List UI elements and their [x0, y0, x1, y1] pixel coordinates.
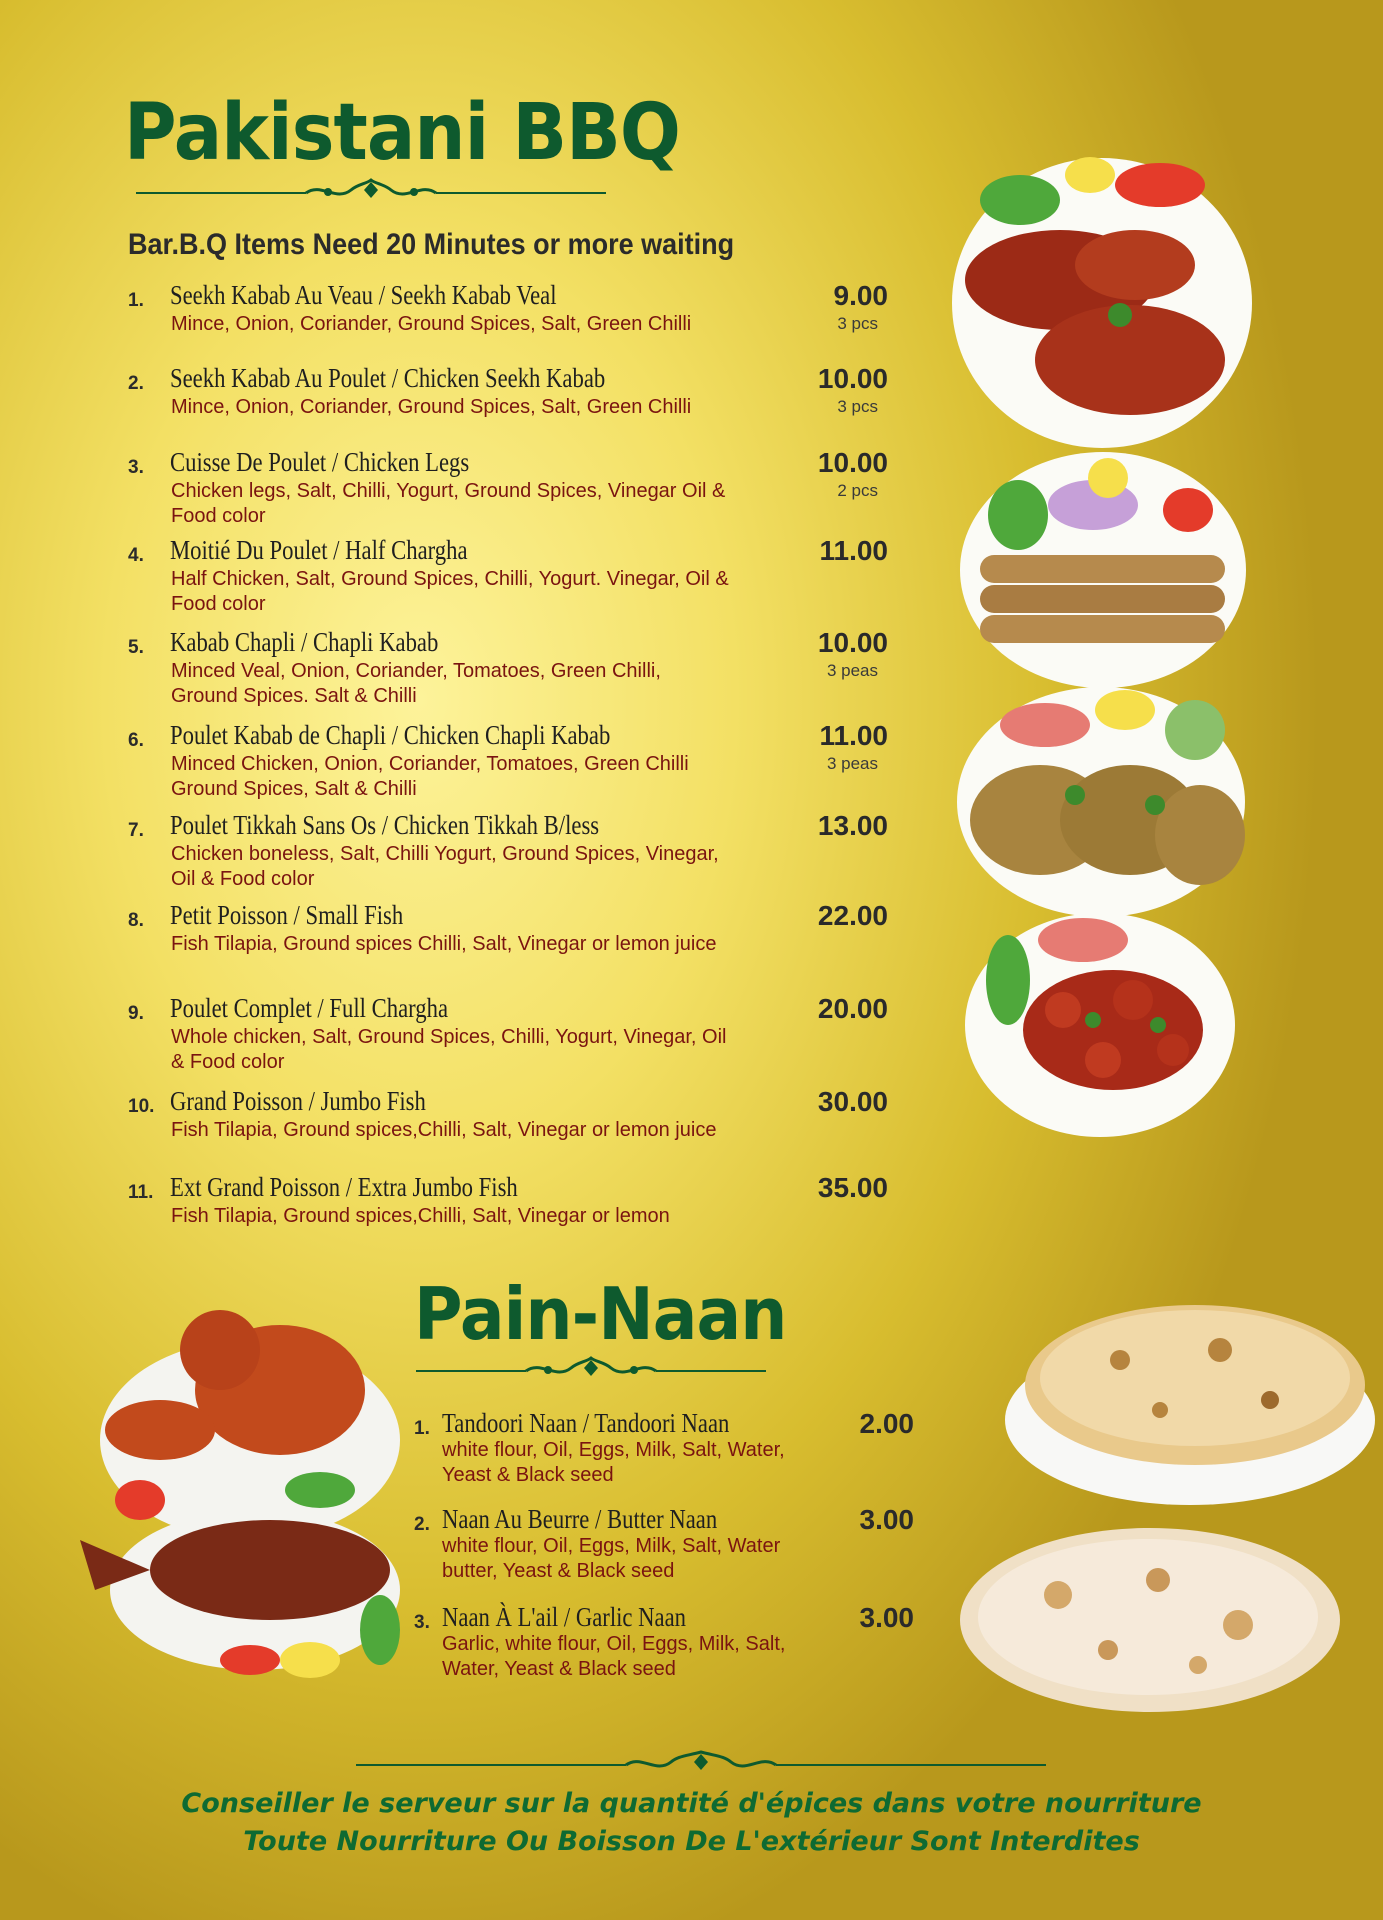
roast-chicken-and-fish-image — [80, 1290, 420, 1680]
item-quantity: 2 pcs — [837, 481, 878, 500]
naan-divider-ornament — [416, 1356, 766, 1382]
item-name: Poulet Complet / Full Chargha — [170, 993, 449, 1023]
item-description: white flour, Oil, Eggs, Milk, Salt, Water, Yeast & Black seed — [442, 1439, 785, 1486]
item-description: Half Chicken, Salt, Ground Spices, Chilli, Yogurt. Vinegar, Oil & Food color — [171, 568, 729, 615]
item-name: Moitié Du Poulet / Half Chargha — [170, 535, 468, 565]
item-price: 9.00 — [833, 280, 888, 311]
item-price: 10.00 — [817, 363, 888, 394]
butter-naan-image — [958, 1525, 1343, 1715]
chicken-tikkah-plate-image — [963, 910, 1238, 1140]
item-price: 3.00 — [859, 1602, 914, 1633]
item-name: Tandoori Naan / Tandoori Naan — [442, 1408, 730, 1438]
item-description: Mince, Onion, Coriander, Ground Spices, Salt, Green Chilli — [171, 396, 692, 418]
item-description: Fish Tilapia, Ground spices,Chilli, Salt, Vinegar or lemon juice — [171, 1119, 717, 1141]
item-description: Fish Tilapia, Ground spices Chilli, Salt, Vinegar or lemon juice — [171, 933, 717, 955]
item-number: 11. — [128, 1182, 154, 1203]
bbq-wait-notice: Bar.B.Q Items Need 20 Minutes or more waiting — [128, 228, 735, 261]
footer-divider-ornament — [356, 1750, 1046, 1776]
item-name: Naan Au Beurre / Butter Naan — [442, 1504, 718, 1534]
item-number: 2. — [414, 1514, 430, 1535]
item-number: 1. — [128, 290, 144, 311]
item-name: Ext Grand Poisson / Extra Jumbo Fish — [170, 1172, 518, 1202]
item-price: 20.00 — [817, 993, 888, 1024]
item-price: 2.00 — [859, 1408, 914, 1439]
item-name: Grand Poisson / Jumbo Fish — [170, 1086, 426, 1116]
item-description: Chicken boneless, Salt, Chilli Yogurt, Ground Spices, Vinegar, Oil & Food color — [171, 843, 719, 890]
item-quantity: 3 pcs — [837, 314, 878, 333]
item-name: Seekh Kabab Au Poulet / Chicken Seekh Kabab — [170, 363, 606, 393]
item-description: Minced Veal, Onion, Coriander, Tomatoes, Green Chilli, Ground Spices. Salt & Chilli — [171, 660, 661, 707]
item-number: 8. — [128, 910, 144, 931]
item-price: 11.00 — [819, 535, 888, 566]
footer-spice-note: Conseiller le serveur sur la quantité d'épices dans votre nourriture — [181, 1788, 1202, 1819]
item-quantity: 3 peas — [826, 754, 878, 773]
item-description: Minced Chicken, Onion, Coriander, Tomatoes, Green Chilli Ground Spices, Salt & Chilli — [171, 753, 689, 800]
item-price: 11.00 — [819, 720, 888, 751]
item-price: 35.00 — [817, 1172, 888, 1203]
item-name: Poulet Kabab de Chapli / Chicken Chapli Kabab — [170, 720, 611, 750]
item-price: 3.00 — [859, 1504, 914, 1535]
item-description: Fish Tilapia, Ground spices,Chilli, Salt, Vinegar or lemon — [171, 1205, 670, 1227]
item-price: 13.00 — [817, 810, 888, 841]
title-divider-ornament — [136, 178, 606, 204]
item-quantity: 3 peas — [826, 661, 878, 680]
item-price: 10.00 — [817, 627, 888, 658]
naan-section-title: Pain-Naan — [414, 1272, 787, 1356]
item-name: Petit Poisson / Small Fish — [170, 900, 404, 930]
item-name: Cuisse De Poulet / Chicken Legs — [170, 447, 470, 477]
item-number: 2. — [128, 373, 144, 394]
item-description: Chicken legs, Salt, Chilli, Yogurt, Ground Spices, Vinegar Oil & Food color — [171, 480, 726, 527]
item-name: Naan À L'ail / Garlic Naan — [442, 1602, 687, 1632]
item-price: 22.00 — [817, 900, 888, 931]
item-name: Kabab Chapli / Chapli Kabab — [170, 627, 439, 657]
item-number: 3. — [414, 1612, 430, 1633]
item-number: 9. — [128, 1003, 144, 1024]
item-description: Mince, Onion, Coriander, Ground Spices, Salt, Green Chilli — [171, 313, 692, 335]
item-number: 5. — [128, 637, 144, 658]
item-description: white flour, Oil, Eggs, Milk, Salt, Water butter, Yeast & Black seed — [442, 1535, 781, 1582]
item-name: Seekh Kabab Au Veau / Seekh Kabab Veal — [170, 280, 557, 310]
tandoori-naan-image — [1000, 1290, 1380, 1510]
item-quantity: 3 pcs — [837, 397, 878, 416]
item-price: 10.00 — [817, 447, 888, 478]
item-description: Garlic, white flour, Oil, Eggs, Milk, Salt, Water, Yeast & Black seed — [442, 1633, 786, 1680]
item-description: Whole chicken, Salt, Ground Spices, Chilli, Yogurt, Vinegar, Oil & Food color — [171, 1026, 727, 1073]
item-number: 10. — [128, 1096, 155, 1117]
item-number: 3. — [128, 457, 144, 478]
seekh-kabab-plate-image — [958, 450, 1248, 690]
chicken-legs-plate-image — [950, 155, 1255, 450]
item-number: 4. — [128, 545, 144, 566]
item-price: 30.00 — [817, 1086, 888, 1117]
page-title: Pakistani BBQ — [124, 88, 680, 178]
footer-outside-food-note: Toute Nourriture Ou Boisson De L'extérieur Sont Interdites — [243, 1826, 1140, 1857]
item-number: 1. — [414, 1418, 430, 1439]
item-number: 6. — [128, 730, 144, 751]
item-number: 7. — [128, 820, 144, 841]
item-name: Poulet Tikkah Sans Os / Chicken Tikkah B/less — [170, 810, 600, 840]
chapli-kabab-plate-image — [955, 685, 1247, 920]
